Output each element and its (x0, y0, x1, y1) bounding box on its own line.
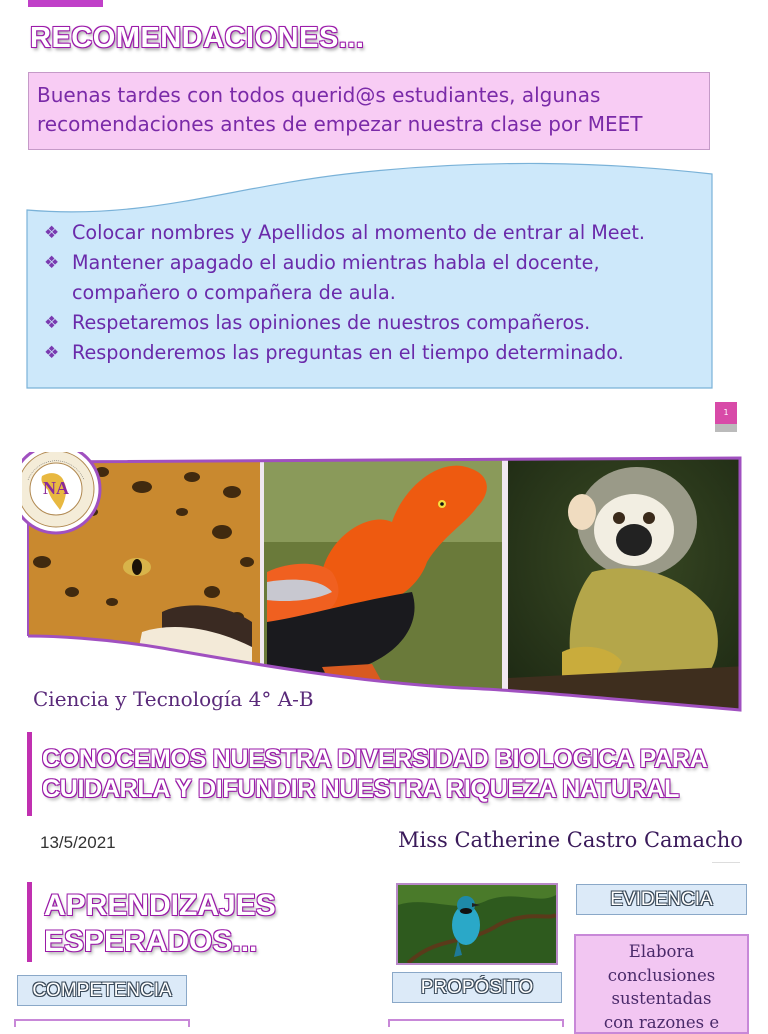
four-leaf-bullet-icon: ❖ (44, 338, 59, 368)
competencia-label: COMPETENCIA (17, 975, 187, 1006)
list-item: ❖ Respetaremos las opiniones de nuestros compañeros. (44, 308, 704, 338)
evidencia-label: EVIDENCIA (576, 884, 747, 915)
list-item: ❖ Colocar nombres y Apellidos al momento de entrar al Meet. (44, 218, 704, 248)
date-label: 13/5/2021 (40, 833, 116, 853)
evidencia-line-2: conclusiones (576, 964, 747, 988)
slide-number-badge: 1 (715, 402, 737, 432)
greeting-line-1: Buenas tardes con todos querid@s estudiantes, algunas (37, 81, 701, 110)
list-item-continuation: compañero o compañera de aula. (44, 278, 704, 308)
greeting-line-2: recomendaciones antes de empezar nuestra clase por MEET (37, 110, 701, 139)
recommendations-list (44, 218, 704, 368)
four-leaf-bullet-icon: ❖ (44, 308, 59, 338)
school-logo (22, 452, 100, 533)
evidencia-line-1: Elabora (576, 940, 747, 964)
list-item: ❖ Mantener apagado el audio mientras habla el docente, (44, 248, 704, 278)
proposito-label: PROPÓSITO (392, 972, 562, 1003)
wildlife-photo-banner (22, 452, 748, 714)
four-leaf-bullet-icon: ❖ (44, 248, 59, 278)
evidencia-description (574, 934, 749, 1034)
course-label: Ciencia y Tecnología 4° A-B (33, 687, 314, 711)
top-accent-tab (28, 0, 103, 7)
page-title: RECOMENDACIONES... (30, 22, 364, 55)
bird-photo (396, 883, 558, 965)
evidencia-line-4: con razones e (576, 1011, 747, 1034)
proposito-content-box (388, 1019, 564, 1027)
four-leaf-bullet-icon: ❖ (44, 218, 59, 248)
main-title-line-2: CUIDARLA Y DIFUNDIR NUESTRA RIQUEZA NATURAL (42, 774, 742, 804)
aprendizajes-line-2: ESPERADOS... (44, 924, 276, 960)
svg-text:NA: NA (43, 478, 69, 498)
competencia-content-box (14, 1019, 190, 1027)
aprendizajes-line-1: APRENDIZAJES (44, 888, 276, 924)
evidencia-line-3: sustentadas (576, 987, 747, 1011)
aprendizajes-heading (44, 888, 276, 960)
divider (712, 862, 740, 863)
list-item: ❖ Responderemos las preguntas en el tiempo determinado. (44, 338, 704, 368)
aprendizajes-accent-bar (27, 882, 32, 962)
main-title-accent-bar (27, 732, 32, 816)
main-title (42, 744, 742, 804)
teacher-name: Miss Catherine Castro Camacho (398, 828, 743, 852)
main-title-line-1: CONOCEMOS NUESTRA DIVERSIDAD BIOLOGICA PARA (42, 744, 742, 774)
greeting-box (28, 72, 710, 150)
